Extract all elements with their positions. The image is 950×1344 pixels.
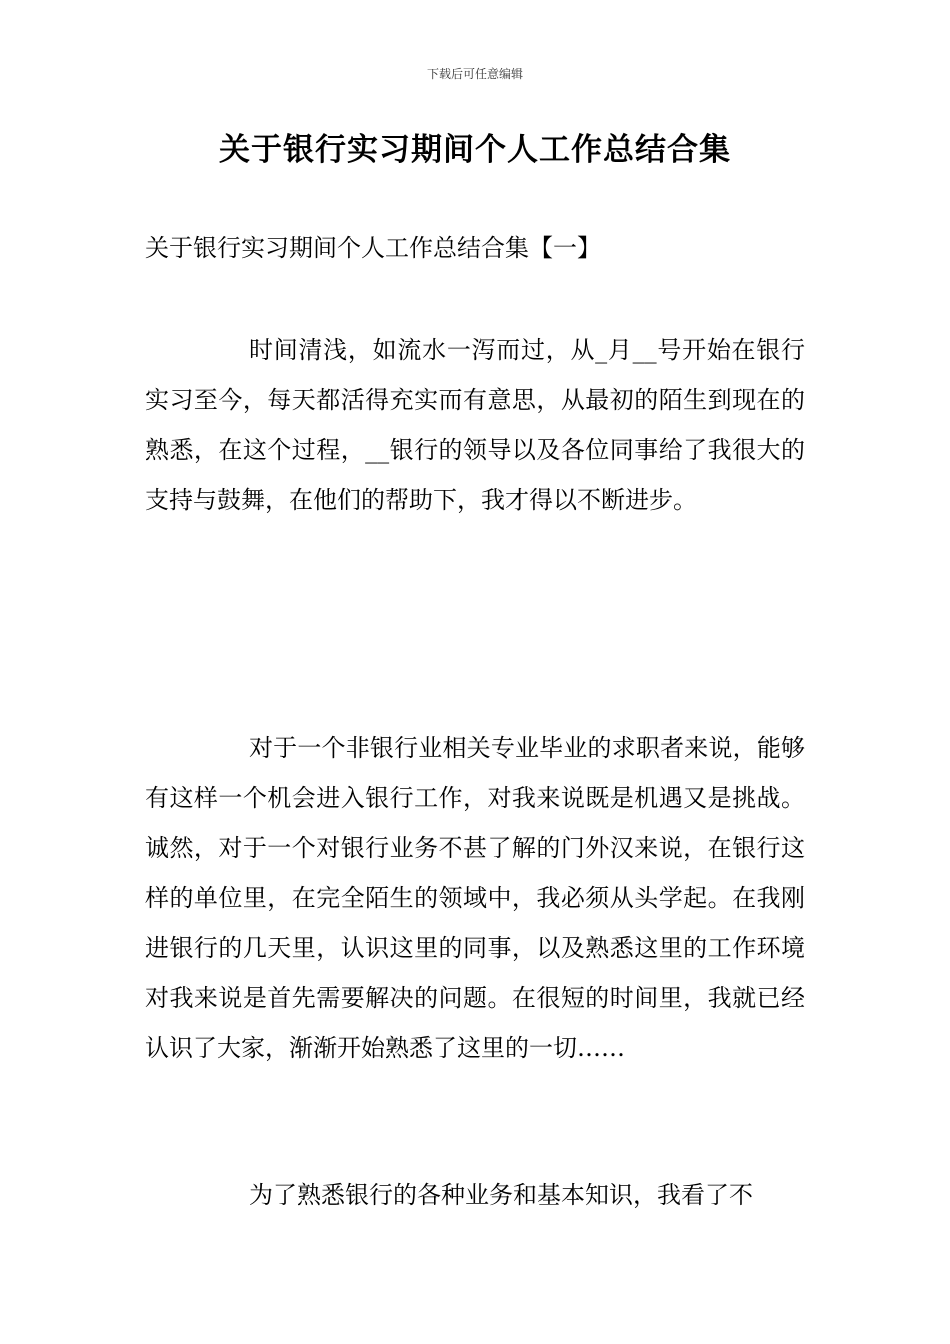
document-title: 关于银行实习期间个人工作总结合集	[219, 132, 731, 168]
section-heading: 关于银行实习期间个人工作总结合集【一】	[145, 234, 601, 262]
paragraph-1: 时间清浅，如流水一泻而过，从_月__号开始在银行实习至今，每天都活得充实而有意思，从最初的陌生到现在的熟悉，在这个过程，__银行的领导以及各位同事给了我很大的支持与鼓舞，在他们的帮助下，我才得以不断进步。	[145, 336, 805, 514]
paragraph-3: 为了熟悉银行的各种业务和基本知识，我看了不	[249, 1181, 753, 1209]
header-note: 下载后可任意编辑	[426, 67, 523, 81]
paragraph-2: 对于一个非银行业相关专业毕业的求职者来说，能够有这样一个机会进入银行工作，对我来说既是机遇又是挑战。诚然，对于一个对银行业务不甚了解的门外汉来说，在银行这样的单位里，在完全陌生的领域中，我必须从头学起。在我刚进银行的几天里，认识这里的同事，以及熟悉这里的工作环境对我来说是首先需要解决的问题。在很短的时间里，我就已经认识了大家，渐渐开始熟悉了这里的一切……	[145, 734, 805, 1062]
